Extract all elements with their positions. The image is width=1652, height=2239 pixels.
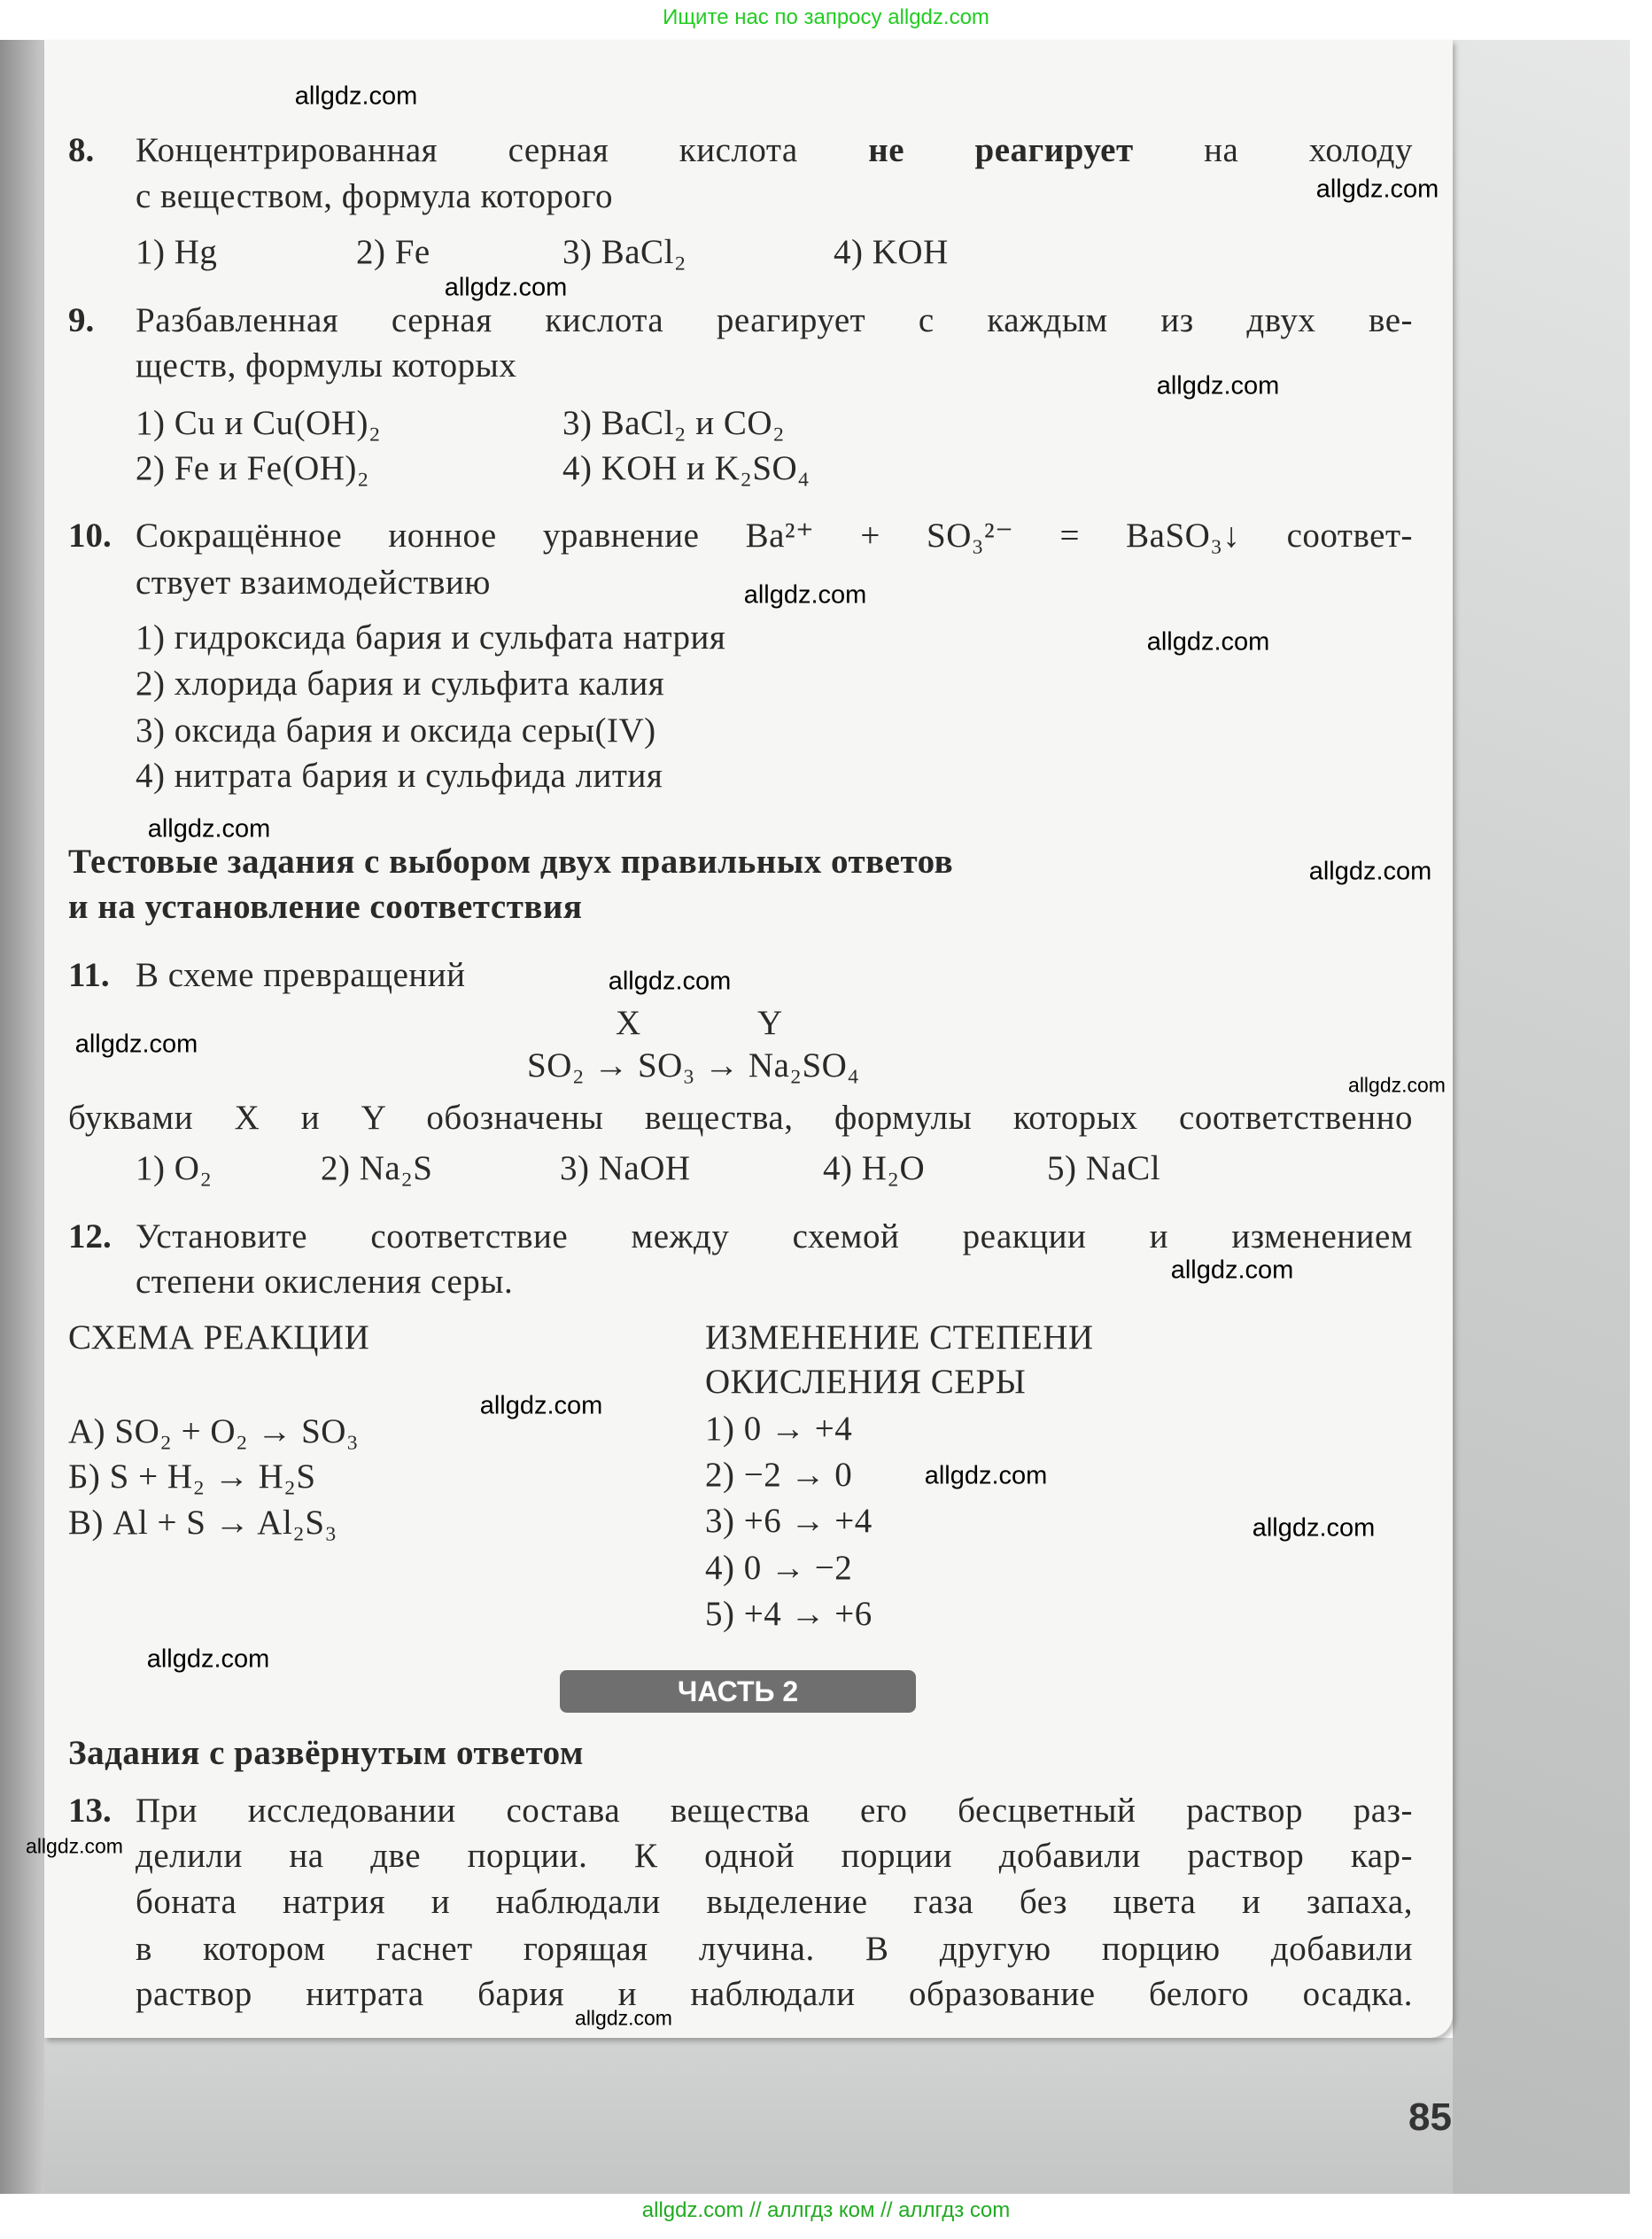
option: 2) Fe и Fe(OH)₂ xyxy=(136,449,370,487)
oxidation-change: 4) 0 → −2 xyxy=(705,1549,853,1587)
oxidation-change: 5) +4 → +6 xyxy=(705,1595,873,1633)
option: 3) NaOH xyxy=(560,1149,691,1187)
section-heading: Тестовые задания с выбором двух правильных ответов xyxy=(68,843,954,881)
scheme-label-x: X xyxy=(616,1004,641,1042)
reaction-scheme: А) SO₂ + O₂ → SO₃ xyxy=(68,1412,360,1450)
question-13-text: При исследовании состава вещества его бесцветный раствор раз- xyxy=(136,1792,1413,1830)
question-number: 9. xyxy=(68,301,95,339)
text: Концентрированная серная кислота xyxy=(136,131,869,169)
option: 3) BaCl₂ xyxy=(562,233,687,271)
text: на холоду xyxy=(1133,131,1413,169)
watermark: allgdz.com xyxy=(1348,1073,1446,1097)
question-13-text: делили на две порции. К одной порции добавили раствор кар- xyxy=(136,1837,1413,1875)
scheme-label-y: Y xyxy=(757,1004,783,1042)
watermark: allgdz.com xyxy=(608,967,732,996)
page-edge-left xyxy=(0,40,44,2194)
watermark: allgdz.com xyxy=(1252,1513,1376,1543)
watermark: allgdz.com xyxy=(479,1391,603,1420)
column-header-right: ИЗМЕНЕНИЕ СТЕПЕНИ xyxy=(705,1318,1094,1357)
oxidation-change: 3) +6 → +4 xyxy=(705,1502,873,1540)
option: 4) нитрата бария и сульфида лития xyxy=(136,757,663,795)
top-banner[interactable]: Ищите нас по запросу allgdz.com xyxy=(663,5,989,29)
watermark: allgdz.com xyxy=(146,1644,270,1674)
section-heading: и на установление соответствия xyxy=(68,888,583,926)
reaction-scheme: В) Al + S → Al₂S₃ xyxy=(68,1504,337,1542)
option: 4) KOH и K₂SO₄ xyxy=(562,449,810,487)
question-10-text: Сокращённое ионное уравнение Ba²⁺ + SO₃²⁻ = BaSO₃↓ соответ- xyxy=(136,517,1413,555)
column-header-right: ОКИСЛЕНИЯ СЕРЫ xyxy=(705,1363,1027,1401)
question-number: 8. xyxy=(68,131,95,169)
question-10-text: ствует взаимодействию xyxy=(136,564,491,602)
question-11-text: буквами X и Y обозначены вещества, формулы которых соответственно xyxy=(68,1099,1413,1137)
oxidation-change: 1) 0 → +4 xyxy=(705,1410,853,1448)
part-2-badge: ЧАСТЬ 2 xyxy=(560,1670,916,1713)
watermark: allgdz.com xyxy=(294,82,418,111)
question-number: 11. xyxy=(68,956,110,994)
option: 3) оксида бария и оксида серы(IV) xyxy=(136,711,656,750)
option: 4) KOH xyxy=(834,233,949,271)
option: 5) NaCl xyxy=(1047,1149,1161,1187)
option: 1) O₂ xyxy=(136,1149,213,1187)
watermark: allgdz.com xyxy=(924,1461,1048,1490)
emphasis: не реагирует xyxy=(868,131,1134,169)
question-number: 13. xyxy=(68,1792,112,1830)
option: 1) Cu и Cu(OH)₂ xyxy=(136,404,382,442)
watermark: allgdz.com xyxy=(1146,627,1270,657)
watermark: allgdz.com xyxy=(444,273,568,302)
question-13-text: боната натрия и наблюдали выделение газа без цвета и запаха, xyxy=(136,1883,1413,1921)
watermark: allgdz.com xyxy=(1308,857,1432,886)
option: 2) Fe xyxy=(356,233,430,271)
option: 2) хлорида бария и сульфита калия xyxy=(136,665,665,703)
question-9-text: ществ, формулы которых xyxy=(136,346,517,385)
watermark: allgdz.com xyxy=(147,814,271,844)
transformation-scheme: SO₂ → SO₃ → Na₂SO₄ xyxy=(527,1046,860,1085)
reaction-scheme: Б) S + H₂ → H₂S xyxy=(68,1458,316,1496)
bottom-banner[interactable]: allgdz.com // аллгдз ком // аллгдз com xyxy=(641,2198,1011,2222)
option: 3) BaCl₂ и CO₂ xyxy=(562,404,786,442)
page-bottom-area xyxy=(44,2038,1453,2194)
question-11-text: В схеме превращений xyxy=(136,956,466,994)
watermark: allgdz.com xyxy=(575,2006,672,2030)
watermark: allgdz.com xyxy=(26,1834,123,1858)
option: 2) Na₂S xyxy=(321,1149,433,1187)
section-heading: Задания с развёрнутым ответом xyxy=(68,1734,584,1772)
column-header-left: СХЕМА РЕАКЦИИ xyxy=(68,1318,370,1357)
question-13-text: в котором гаснет горящая лучина. В другую порцию добавили xyxy=(136,1930,1413,1968)
question-8-text xyxy=(136,128,1413,173)
question-number: 12. xyxy=(68,1217,112,1256)
watermark: allgdz.com xyxy=(74,1030,198,1059)
watermark: allgdz.com xyxy=(743,580,867,610)
oxidation-change: 2) −2 → 0 xyxy=(705,1456,853,1494)
question-12-text: степени окисления серы. xyxy=(136,1263,514,1301)
option: 4) H₂O xyxy=(823,1149,926,1187)
question-9-text: Разбавленная серная кислота реагирует с каждым из двух ве- xyxy=(136,301,1413,339)
question-number: 10. xyxy=(68,517,112,555)
option: 1) Hg xyxy=(136,233,218,271)
question-12-text: Установите соответствие между схемой реакции и изменением xyxy=(136,1217,1413,1256)
watermark: allgdz.com xyxy=(1156,371,1280,400)
option: 1) гидроксида бария и сульфата натрия xyxy=(136,618,726,657)
page-number: 85 xyxy=(1408,2095,1452,2139)
watermark: allgdz.com xyxy=(1170,1256,1294,1285)
watermark: allgdz.com xyxy=(1315,175,1439,204)
question-13-text: раствор нитрата бария и наблюдали образование белого осадка. xyxy=(136,1975,1413,2013)
page-edge-right xyxy=(1453,40,1630,2194)
question-8-text: с веществом, формула которого xyxy=(136,177,613,215)
